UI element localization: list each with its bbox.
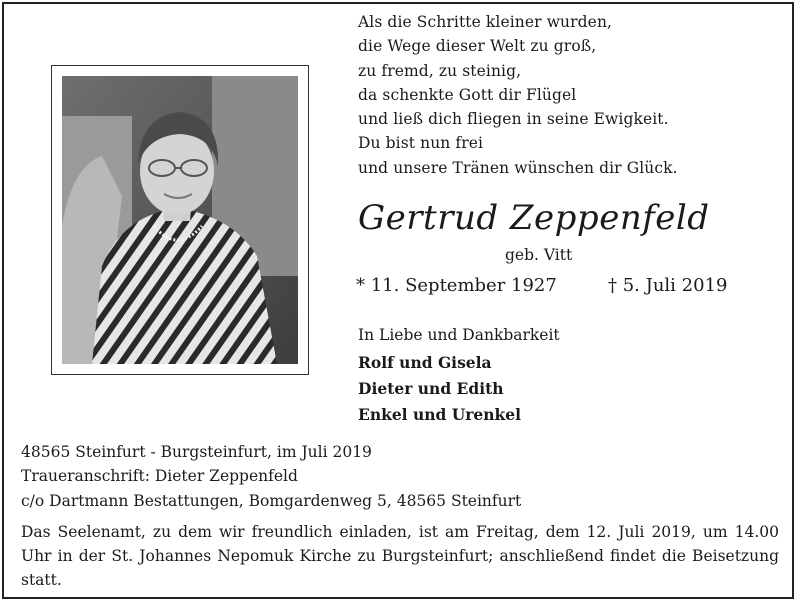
deceased-name: Gertrud Zeppenfeld <box>358 198 710 238</box>
maiden-name: geb. Vitt <box>505 246 573 264</box>
birth-date: * 11. September 1927 <box>356 275 557 296</box>
place-date-line: 48565 Steinfurt - Burgsteinfurt, im Juli 2019 <box>21 443 372 461</box>
poem-line: da schenkte Gott dir Flügel <box>358 85 577 104</box>
mourner-name: Dieter und Edith <box>358 379 504 398</box>
mourner-name: Rolf und Gisela <box>358 353 492 372</box>
service-announcement: Das Seelenamt, zu dem wir freundlich einladen, ist am Freitag, dem 12. Juli 2019, um 14.00 Uhr in der St. Johannes Nepomuk Kirche zu Burgsteinfurt; anschließend findet die Beisetzung statt. <box>21 523 779 589</box>
contact-block <box>21 440 521 513</box>
poem-line: zu fremd, zu steinig, <box>358 61 522 80</box>
life-dates <box>356 275 728 296</box>
mourner-name: Enkel und Urenkel <box>358 405 522 424</box>
mourners-intro: In Liebe und Dankbarkeit <box>358 326 560 344</box>
poem-line: und ließ dich fliegen in seine Ewigkeit. <box>358 110 669 129</box>
poem-line: und unsere Tränen wünschen dir Glück. <box>358 158 678 177</box>
poem-line: die Wege dieser Welt zu groß, <box>358 37 597 56</box>
funeral-home-line: c/o Dartmann Bestattungen, Bomgardenweg 5, 48565 Steinfurt <box>21 491 522 510</box>
poem-line: Als die Schritte kleiner wurden, <box>358 13 613 31</box>
portrait-photo <box>62 76 298 364</box>
mourning-address-line: Traueranschrift: Dieter Zeppenfeld <box>21 467 298 486</box>
portrait-photo-frame <box>51 65 309 375</box>
poem-line: Du bist nun frei <box>358 134 484 153</box>
mourners-list <box>358 350 521 428</box>
death-date: † 5. Juli 2019 <box>608 275 728 296</box>
poem <box>358 10 678 180</box>
